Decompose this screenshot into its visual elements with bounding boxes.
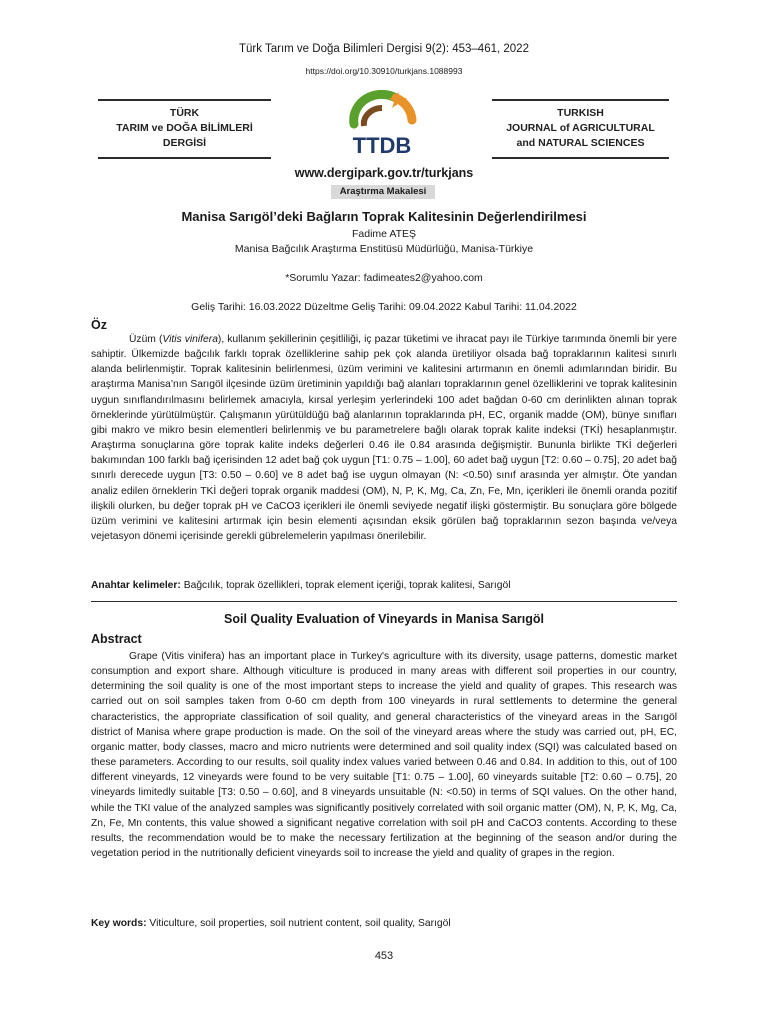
author-name: Fadime ATEŞ xyxy=(352,228,416,240)
journal-title-en-line: TURKISH xyxy=(557,107,604,119)
journal-citation: Türk Tarım ve Doğa Bilimleri Dergisi 9(2): 453–461, 2022 xyxy=(239,43,529,55)
journal-title-tr-line: TARIM ve DOĞA BİLİMLERİ xyxy=(116,122,253,134)
journal-title-tr-line: DERGİSİ xyxy=(162,137,207,149)
keywords-en-value: Viticulture, soil properties, soil nutrient content, soil quality, Sarıgöl xyxy=(149,918,451,929)
header-rule-left-top xyxy=(98,99,271,101)
keywords-tr-label: Anahtar kelimeler: xyxy=(91,580,181,591)
journal-website[interactable]: www.dergipark.gov.tr/turkjans xyxy=(294,166,474,180)
keywords-en-label: Key words: xyxy=(91,918,147,929)
header-rule-right-bottom xyxy=(492,157,669,159)
article-dates: Geliş Tarihi: 16.03.2022 Düzeltme Geliş Tarihi: 09.04.2022 Kabul Tarihi: 11.04.2022 xyxy=(191,301,577,313)
oz-body xyxy=(91,332,677,544)
keywords-tr-value: Bağcılık, toprak özellikleri, toprak element içeriği, toprak kalitesi, Sarıgöl xyxy=(183,580,511,591)
keywords-turkish xyxy=(91,580,511,591)
journal-title-tr-line: TÜRK xyxy=(169,107,200,119)
article-title-turkish: Manisa Sarıgöl’deki Bağların Toprak Kalitesinin Değerlendirilmesi xyxy=(181,209,587,224)
section-divider xyxy=(91,601,677,602)
ttdb-logo-text: TTDB xyxy=(352,133,412,158)
corresponding-author: *Sorumlu Yazar: fadimeates2@yahoo.com xyxy=(285,272,483,284)
journal-title-english xyxy=(492,106,669,151)
journal-title-en-line: and NATURAL SCIENCES xyxy=(516,137,645,149)
oz-heading: Öz xyxy=(91,318,107,332)
abstract-heading: Abstract xyxy=(91,632,142,646)
keywords-english xyxy=(91,918,451,929)
oz-text-pre: Üzüm ( xyxy=(129,334,163,345)
abstract-paragraph: Grape (Vitis vinifera) has an important place in Turkey's agriculture with its diversity, usage patterns, domestic market consumption and export share. Although viticulture is produced in many areas with different soil properties in our country, determining the soil quality is one of the most important steps to increase the yield and quality of grapes. This research was carried out on soil samples taken from 0-60 cm depth from 100 vineyards in rural settlements to determine the general characteristics, the appropriate classification of soil quality, and general characteristics of the vineyard areas in the Sarıgöl district of Manisa where grape production is made. On the soil of the vineyard areas where the study was carried out, pH, EC, organic matter, body classes, macro and micro nutrients were determined and soil quality index (SQI) was calculated based on these parameters. According to our results, soil quality index values varied between 0.46 and 0.84. In addition to this, out of 100 different vineyards, 12 vineyards were found to be very suitable [T1: 0.75 – 1.00], 60 vineyards suitable [T2: 0.60 – 0.75], 20 vineyards limitedly suitable [T3: 0.50 – 0.60], and 8 vineyards unsuitable (N: <0.50) in terms of SQI values. On the other hand, while the TKI value of the analyzed samples was significantly positively correlated with soil organic matter (OM), N, P, K, Mg, Ca, Zn, Fe, Mn contents, this value showed a significant negative correlation with soil pH and CaCO3 contents. According to these results, the recommendation would be to make the necessary fertilization at the beginning of the season and/or during the vegetation period in the nutritionally deficient vineyards soil to increase the yield and quality of grapes in the region. xyxy=(91,651,677,860)
header-rule-right-top xyxy=(492,99,669,101)
ttdb-logo xyxy=(340,90,424,158)
abstract-body xyxy=(91,649,677,861)
header-rule-left-bottom xyxy=(98,157,271,159)
page-number: 453 xyxy=(374,950,394,962)
journal-title-en-line: JOURNAL of AGRICULTURAL xyxy=(506,122,655,134)
author-affiliation: Manisa Bağcılık Araştırma Enstitüsü Müdürlüğü, Manisa-Türkiye xyxy=(234,243,534,255)
oz-paragraph xyxy=(91,332,677,544)
article-title-english: Soil Quality Evaluation of Vineyards in Manisa Sarıgöl xyxy=(224,612,544,626)
doi-link[interactable]: https://doi.org/10.30910/turkjans.1088993 xyxy=(305,66,463,76)
journal-title-turkish xyxy=(98,106,271,151)
article-category-badge: Araştırma Makalesi xyxy=(331,185,435,199)
oz-species-name: Vitis vinifera xyxy=(162,334,218,345)
oz-text-post: ), kullanım şekillerinin çeşitliliği, iç pazar tüketimi ve ihracat payı ile Türkiye tarımında önemli bir yere sahiptir. Ülkemizde bağcılık farklı toprak özelliklerine sahip pek çok alanda üretiliyor olsada bağ topraklarının kalitesi sınırlı alanda belirlenmiştir. Toprak kalitesinin belirlenmesi, üzüm verimini ve kalitesini artırmanın en önemli adımlarından biridir. Bu araştırma Manisa’nın Sarıgöl ilçesinde üzüm üretiminin yapıldığı bağ alanları topraklarının genel özelliklerini ve toprak kalitesinin uygun sınıflandırılmasını belirlemek amacıyla, kırsal yerleşim yerlerindeki 100 adet bağdan 0-60 cm derinlikten alınan toprak örneklerinde yürütülmüştür. Çalışmanın yürütüldüğü bağ alanlarının topraklarında pH, EC, organik madde (OM), bünye sınıfları gibi makro ve mikro besin elementleri belirlenmiş ve bu parametrelere bağlı olarak toprak kalite indeksi (TKİ) hesaplanmıştır. Araştırma sonuçlarına göre toprak kalite indeks değerleri 0.46 ile 0.84 arasında değişmiştir. Bununla birlikte TKİ değerleri bakımından 100 farklı bağ içerisinden 12 adet bağ çok uygun [T1: 0.75 – 1.00], 60 adet bağ uygun [T2: 0.60 – 0.75], 20 adet bağ sınırlı derecede uygun [T3: 0.50 – 0.60] ve 8 adet bağ ise uygun olmayan (N: <0.50) sınıf arasında yer almıştır. Öte yandan analiz edilen örneklerin TKİ değeri toprak organik maddesi (OM), N, P, K, Mg, Ca, Zn, Fe, Mn, içerikleri ile önemli oranda pozitif ilişkili olurken, bu değer toprak pH ve CaCO3 içerikleri ile önemli seviyede negatif ilişki göstermiştir. Bu sonuçlara göre bölgede üzüm verimini ve kalitesini artırmak için besin elementi açısından eksik görülen bağ topraklarının sezon başında ve/veya vejetasyon dönemi içerisinde gerekli gübrelemelerin yapılması önerilebilir. xyxy=(91,334,677,543)
